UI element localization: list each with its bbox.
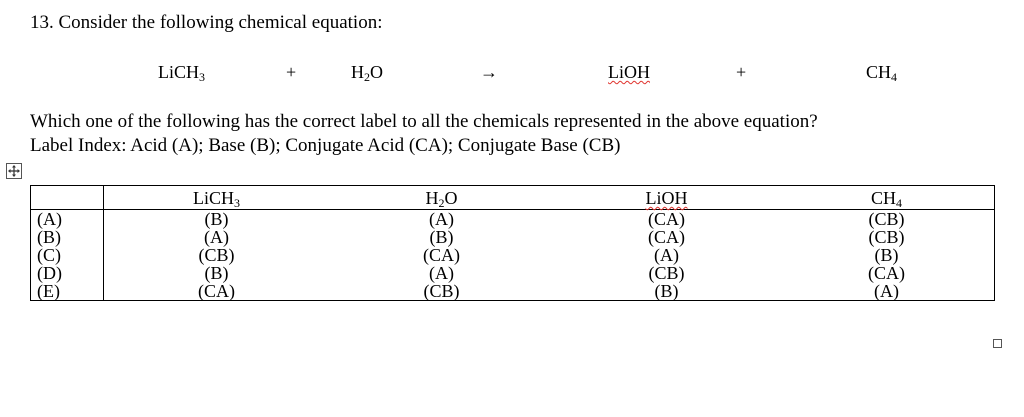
table-cell: (B)	[429, 227, 454, 247]
table-row	[31, 264, 995, 282]
table-cell: (CB)	[779, 210, 995, 229]
question-title: 13. Consider the following chemical equation:	[30, 12, 383, 33]
table-cell: (A)	[429, 263, 454, 283]
table-row	[31, 282, 995, 301]
option-label: (A)	[31, 210, 104, 229]
table-cell: (A)	[654, 245, 679, 265]
equation-plus-1: +	[286, 62, 297, 82]
header-cell-ch4: $CH_4$	[779, 186, 995, 210]
table-cell: (CA)	[648, 209, 685, 229]
table-cell: (CA)	[648, 227, 685, 247]
equation-product-1: LiOH	[608, 62, 650, 82]
equation-reactant-2: $H_2O$	[351, 62, 383, 84]
table-cell: (A)	[429, 209, 454, 229]
option-label: (D)	[31, 264, 104, 282]
table-cell: (CB)	[198, 245, 235, 265]
header-cell-lich3: LiCH$_3$	[104, 186, 330, 210]
equation-plus-2: +	[736, 62, 747, 82]
table-cell: (CA)	[779, 264, 995, 282]
table-move-handle[interactable]	[6, 163, 22, 179]
table-cell: (CB)	[329, 282, 554, 301]
equation-product-2: $CH_4$	[866, 62, 898, 84]
table-cell: (CB)	[779, 228, 995, 246]
square-resize-icon[interactable]	[993, 339, 1002, 348]
table-cell: (CA)	[423, 245, 460, 265]
header-cell-option	[31, 186, 104, 210]
header-cell-lioh: LiOH	[554, 186, 779, 210]
equation-arrow: →	[480, 62, 498, 82]
four-arrow-move-icon	[8, 165, 20, 177]
header-cell-h2o: $H_2O$	[329, 186, 554, 210]
table-cell: (A)	[779, 282, 995, 301]
table-cell: (B)	[779, 246, 995, 264]
question-prompt: Which one of the following has the correct label to all the chemicals represented in the above equation?	[30, 111, 818, 132]
table-cell: (CA)	[104, 282, 330, 301]
table-cell: (A)	[204, 227, 229, 247]
option-label: (C)	[31, 246, 104, 264]
table-cell: (B)	[204, 263, 229, 283]
table-cell: (B)	[554, 282, 779, 301]
table-cell: (B)	[204, 209, 229, 229]
answer-table	[30, 185, 995, 301]
table-header-row	[31, 186, 995, 210]
table-row	[31, 210, 995, 229]
option-label: (E)	[31, 282, 104, 301]
table-cell: (CB)	[648, 263, 685, 283]
option-label: (B)	[31, 228, 104, 246]
table-row	[31, 228, 995, 246]
label-index: Label Index: Acid (A); Base (B); Conjugate Acid (CA); Conjugate Base (CB)	[30, 135, 621, 156]
equation-reactant-1: LiCH$_3$	[158, 62, 206, 84]
table-row	[31, 246, 995, 264]
question-body	[30, 110, 818, 158]
